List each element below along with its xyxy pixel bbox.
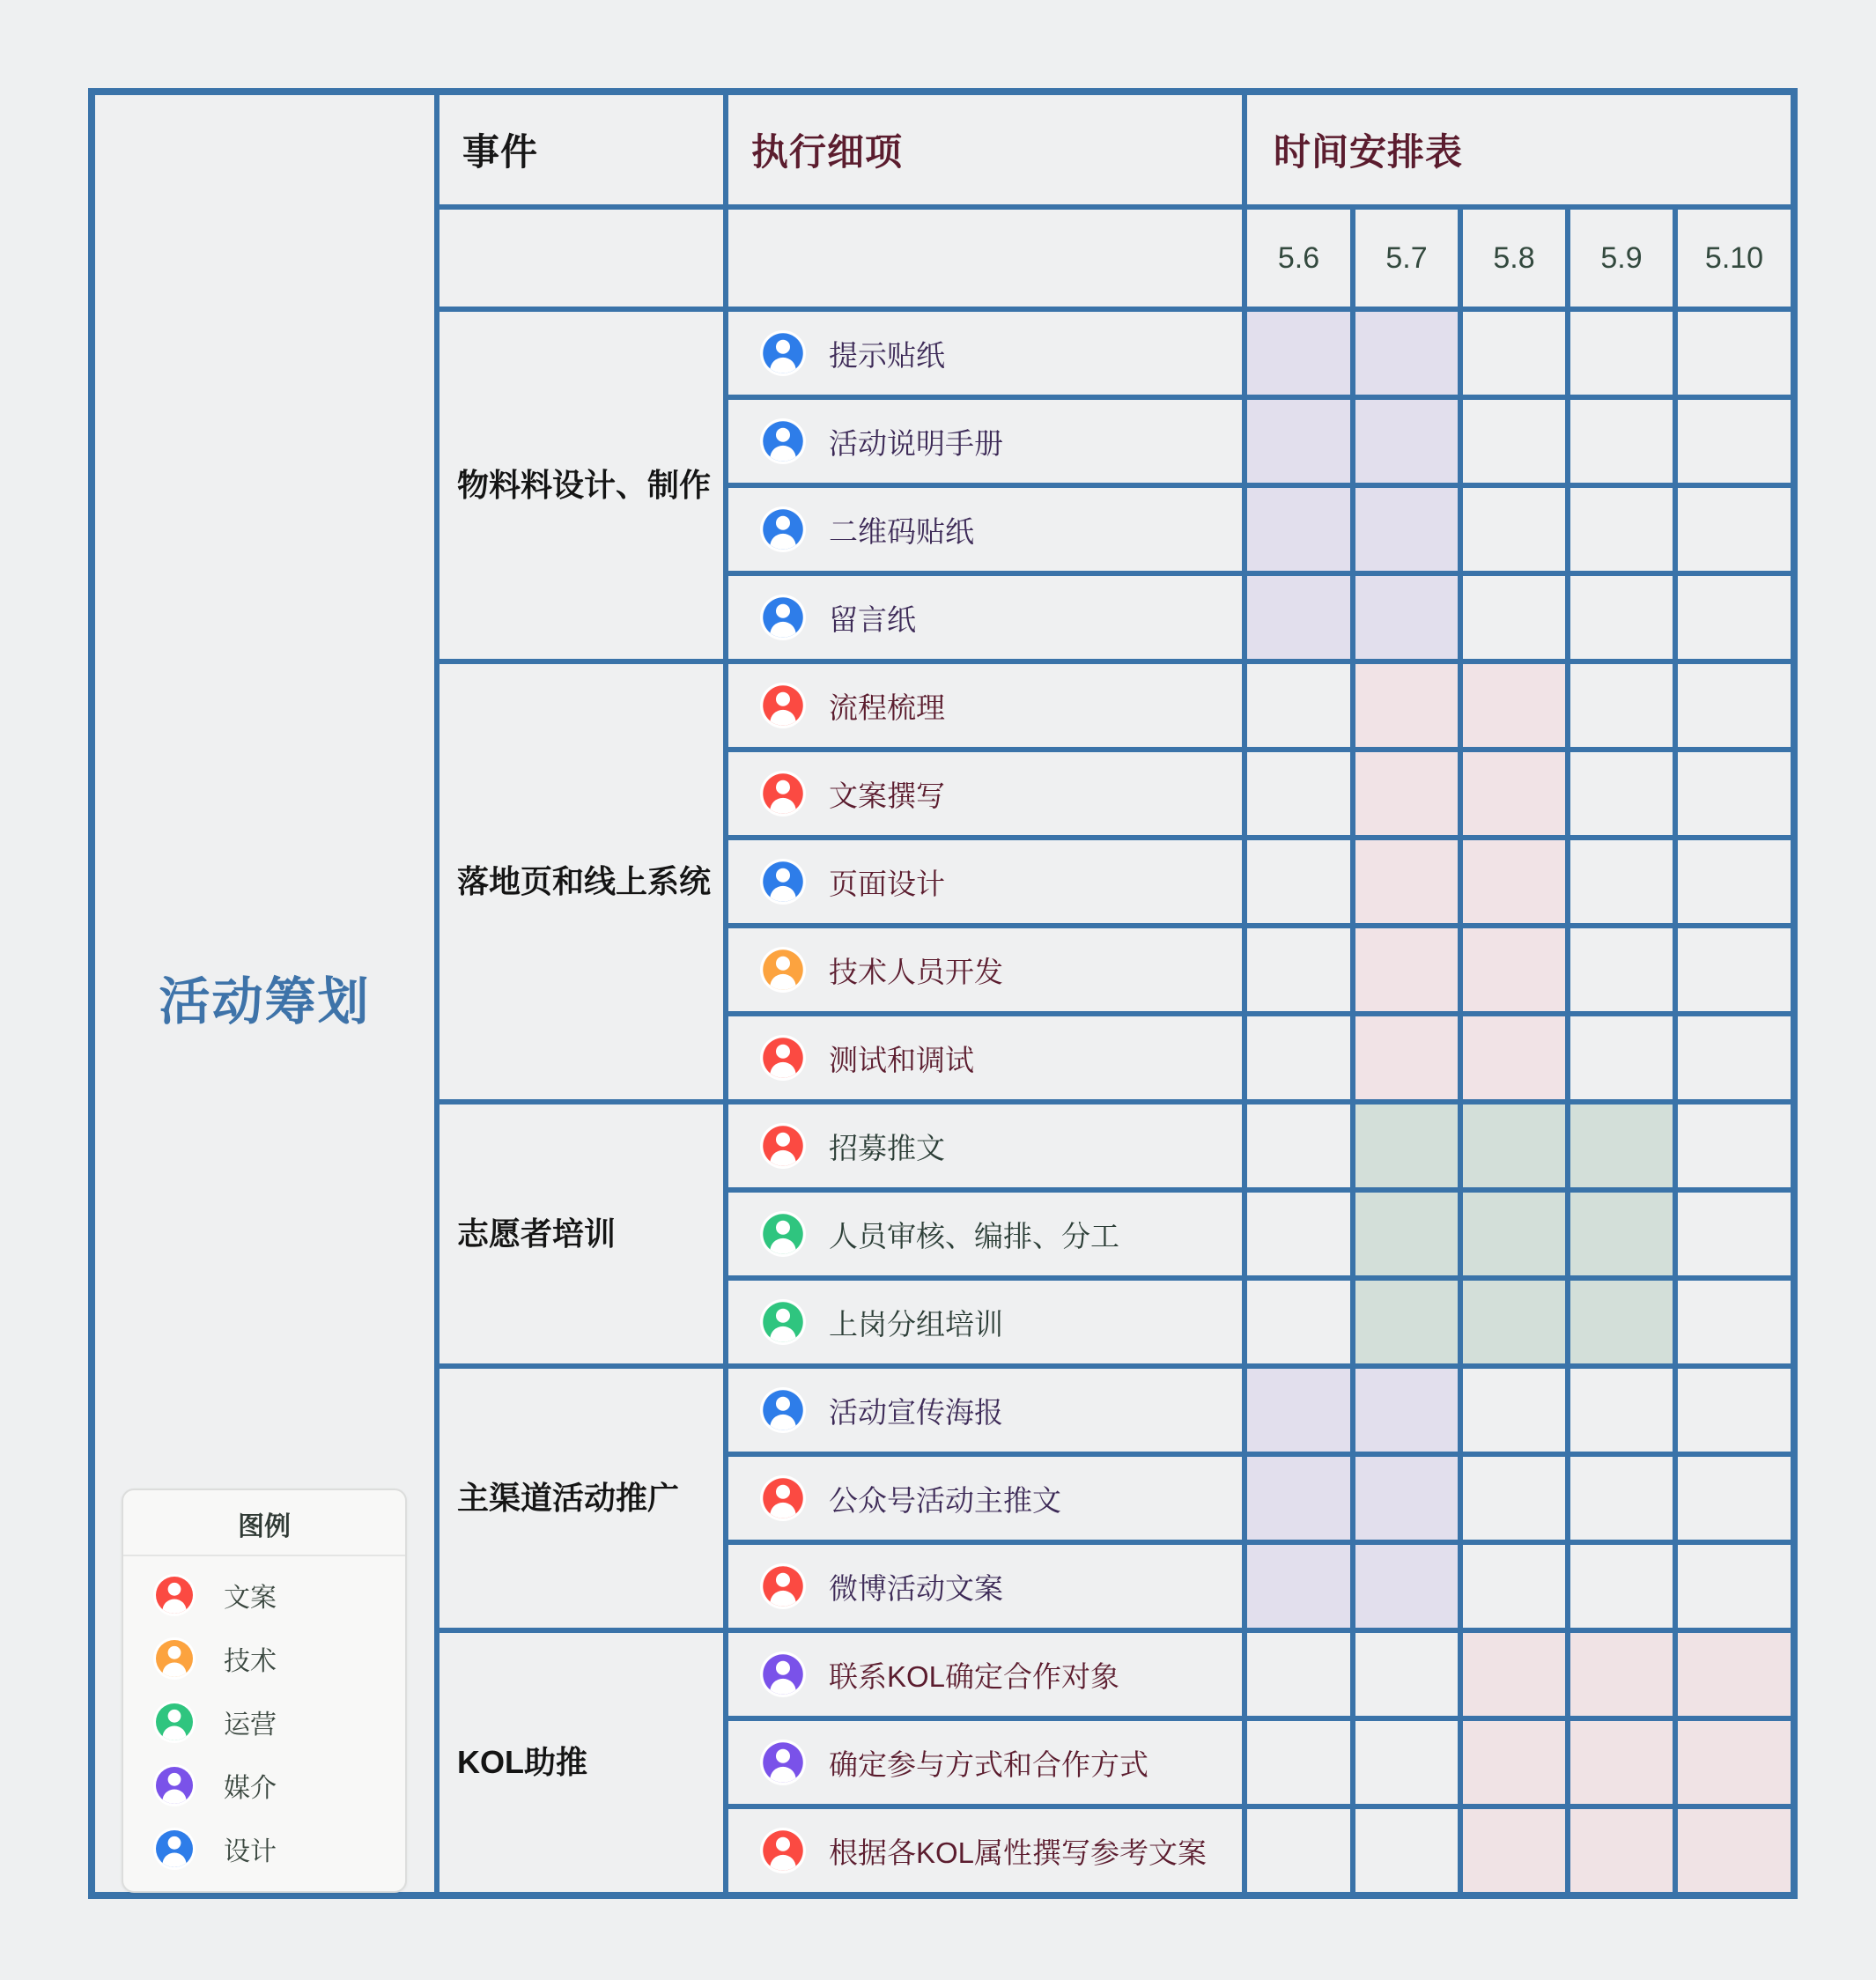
group-cell[interactable] — [439, 1369, 723, 1628]
schedule-cell-5-6[interactable] — [1247, 928, 1350, 1011]
task-cell[interactable] — [728, 1016, 1242, 1099]
schedule-cell-5-10[interactable] — [1678, 1545, 1791, 1628]
schedule-cell-5-7[interactable] — [1355, 400, 1458, 483]
person-icon — [760, 1563, 806, 1609]
schedule-cell-5-10[interactable] — [1678, 400, 1791, 483]
person-icon — [760, 418, 806, 464]
schedule-cell-5-6[interactable] — [1247, 1369, 1350, 1452]
person-icon — [153, 1574, 196, 1616]
person-icon — [760, 1740, 806, 1785]
schedule-header-label: 时间安排表 — [1274, 131, 1464, 173]
schedule-cell-5-7[interactable] — [1355, 928, 1458, 1011]
schedule-cell-5-7[interactable] — [1355, 1193, 1458, 1275]
task-label: 页面设计 — [829, 867, 945, 900]
legend-item-label: 文案 — [224, 1584, 277, 1613]
schedule-cell-5-9[interactable] — [1570, 312, 1673, 395]
schedule-cell-5-7[interactable] — [1355, 576, 1458, 659]
schedule-cell-5-9[interactable] — [1570, 400, 1673, 483]
task-cell[interactable] — [728, 840, 1242, 923]
schedule-header-cell[interactable] — [1247, 95, 1791, 204]
task-label: 留言纸 — [829, 602, 916, 636]
task-label: 测试和调试 — [829, 1043, 974, 1076]
person-icon — [153, 1701, 196, 1743]
person-icon — [153, 1764, 196, 1806]
task-label: 确定参与方式和合作方式 — [829, 1747, 1148, 1781]
legend-item — [153, 1637, 405, 1680]
task-cell[interactable] — [728, 1633, 1242, 1716]
schedule-cell-5-9[interactable] — [1570, 1545, 1673, 1628]
person-icon — [760, 1828, 806, 1873]
task-cell[interactable] — [728, 312, 1242, 395]
schedule-cell-5-9[interactable] — [1570, 664, 1673, 747]
schedule-cell-5-9[interactable] — [1570, 1193, 1673, 1275]
group-label: 物料料设计、制作 — [457, 466, 712, 503]
legend-item-label: 设计 — [224, 1837, 277, 1866]
detail-header-label: 执行细项 — [751, 131, 904, 173]
schedule-cell-5-7[interactable] — [1355, 664, 1458, 747]
schedule-cell-5-10[interactable] — [1678, 1809, 1791, 1892]
task-cell[interactable] — [728, 1369, 1242, 1452]
task-cell[interactable] — [728, 400, 1242, 483]
schedule-cell-5-10[interactable] — [1678, 1281, 1791, 1363]
schedule-cell-5-6[interactable] — [1247, 488, 1350, 571]
event-header-label: 事件 — [462, 131, 539, 173]
group-label: KOL助推 — [457, 1743, 587, 1780]
schedule-grid — [88, 88, 1798, 1899]
detail-spacer-cell — [728, 210, 1242, 307]
schedule-cell-5-9[interactable] — [1570, 1633, 1673, 1716]
person-icon — [760, 1123, 806, 1169]
legend-item — [153, 1574, 405, 1616]
task-label: 流程梳理 — [829, 691, 945, 724]
schedule-cell-5-6[interactable] — [1247, 312, 1350, 395]
schedule-cell-5-7[interactable] — [1355, 1369, 1458, 1452]
schedule-cell-5-6[interactable] — [1247, 1193, 1350, 1275]
person-icon — [760, 1475, 806, 1521]
legend-item — [153, 1764, 405, 1806]
detail-header-cell[interactable] — [728, 95, 1242, 204]
task-label: 活动说明手册 — [829, 426, 1003, 460]
schedule-cell-5-8[interactable] — [1463, 1281, 1565, 1363]
task-cell[interactable] — [728, 1545, 1242, 1628]
schedule-cell-5-8[interactable] — [1463, 400, 1565, 483]
schedule-cell-5-8[interactable] — [1463, 1545, 1565, 1628]
schedule-cell-5-9[interactable] — [1570, 576, 1673, 659]
schedule-cell-5-6[interactable] — [1247, 576, 1350, 659]
task-cell[interactable] — [728, 928, 1242, 1011]
schedule-cell-5-8[interactable] — [1463, 928, 1565, 1011]
task-label: 技术人员开发 — [829, 955, 1003, 988]
schedule-cell-5-7[interactable] — [1355, 1281, 1458, 1363]
schedule-cell-5-8[interactable] — [1463, 752, 1565, 835]
task-cell[interactable] — [728, 1809, 1242, 1892]
schedule-cell-5-6[interactable] — [1247, 1633, 1350, 1716]
schedule-cell-5-9[interactable] — [1570, 840, 1673, 923]
group-cell[interactable] — [439, 664, 723, 1099]
person-icon — [760, 1299, 806, 1345]
person-icon — [760, 506, 806, 552]
date-cell-5-7[interactable] — [1355, 210, 1458, 307]
schedule-cell-5-8[interactable] — [1463, 1105, 1565, 1187]
schedule-cell-5-7[interactable] — [1355, 1633, 1458, 1716]
task-cell[interactable] — [728, 1721, 1242, 1804]
schedule-cell-5-8[interactable] — [1463, 1193, 1565, 1275]
person-icon — [760, 1035, 806, 1081]
schedule-cell-5-6[interactable] — [1247, 1016, 1350, 1099]
schedule-cell-5-6[interactable] — [1247, 400, 1350, 483]
task-cell[interactable] — [728, 1281, 1242, 1363]
schedule-cell-5-8[interactable] — [1463, 840, 1565, 923]
schedule-cell-5-10[interactable] — [1678, 664, 1791, 747]
person-icon — [760, 330, 806, 376]
schedule-cell-5-9[interactable] — [1570, 928, 1673, 1011]
schedule-cell-5-10[interactable] — [1678, 840, 1791, 923]
group-label: 主渠道活动推广 — [457, 1479, 680, 1516]
schedule-cell-5-10[interactable] — [1678, 1105, 1791, 1187]
schedule-cell-5-9[interactable] — [1570, 1105, 1673, 1187]
group-cell[interactable] — [439, 1105, 723, 1363]
legend-title: 图例 — [123, 1490, 405, 1556]
schedule-cell-5-7[interactable] — [1355, 1457, 1458, 1540]
person-icon — [153, 1828, 196, 1870]
schedule-cell-5-10[interactable] — [1678, 488, 1791, 571]
group-cell[interactable] — [439, 1633, 723, 1892]
schedule-cell-5-8[interactable] — [1463, 312, 1565, 395]
task-label: 二维码贴纸 — [829, 514, 974, 548]
schedule-cell-5-6[interactable] — [1247, 664, 1350, 747]
schedule-cell-5-9[interactable] — [1570, 1016, 1673, 1099]
board-title[interactable]: 活动筹划 — [159, 973, 371, 1031]
schedule-cell-5-7[interactable] — [1355, 1016, 1458, 1099]
date-label: 5.8 — [1493, 240, 1535, 275]
schedule-cell-5-6[interactable] — [1247, 1281, 1350, 1363]
date-label: 5.9 — [1600, 240, 1643, 275]
schedule-cell-5-10[interactable] — [1678, 312, 1791, 395]
task-cell[interactable] — [728, 488, 1242, 571]
date-label: 5.10 — [1704, 240, 1764, 275]
schedule-cell-5-8[interactable] — [1463, 1721, 1565, 1804]
schedule-cell-5-8[interactable] — [1463, 1016, 1565, 1099]
schedule-cell-5-9[interactable] — [1570, 1369, 1673, 1452]
person-icon — [760, 1211, 806, 1257]
date-label: 5.6 — [1277, 240, 1320, 275]
schedule-cell-5-10[interactable] — [1678, 752, 1791, 835]
date-label: 5.7 — [1385, 240, 1428, 275]
task-cell[interactable] — [728, 1105, 1242, 1187]
task-cell[interactable] — [728, 752, 1242, 835]
schedule-cell-5-10[interactable] — [1678, 1369, 1791, 1452]
legend-items — [123, 1556, 405, 1891]
schedule-cell-5-7[interactable] — [1355, 1809, 1458, 1892]
person-icon — [760, 859, 806, 905]
schedule-cell-5-10[interactable] — [1678, 1016, 1791, 1099]
schedule-cell-5-7[interactable] — [1355, 840, 1458, 923]
task-label: 活动宣传海报 — [829, 1395, 1003, 1429]
schedule-cell-5-9[interactable] — [1570, 1457, 1673, 1540]
person-icon — [760, 1651, 806, 1697]
schedule-cell-5-8[interactable] — [1463, 1457, 1565, 1540]
schedule-cell-5-6[interactable] — [1247, 1457, 1350, 1540]
schedule-cell-5-8[interactable] — [1463, 1369, 1565, 1452]
task-cell[interactable] — [728, 1193, 1242, 1275]
task-label: 提示贴纸 — [829, 338, 945, 372]
schedule-cell-5-8[interactable] — [1463, 1809, 1565, 1892]
schedule-cell-5-7[interactable] — [1355, 1545, 1458, 1628]
schedule-cell-5-10[interactable] — [1678, 1193, 1791, 1275]
date-cell-5-6[interactable] — [1247, 210, 1350, 307]
group-cell[interactable] — [439, 312, 723, 659]
event-spacer-cell — [439, 210, 723, 307]
task-cell[interactable] — [728, 1457, 1242, 1540]
task-label: 人员审核、编排、分工 — [829, 1219, 1119, 1252]
task-label: 招募推文 — [829, 1131, 945, 1164]
schedule-cell-5-7[interactable] — [1355, 1105, 1458, 1187]
schedule-cell-5-10[interactable] — [1678, 1457, 1791, 1540]
task-cell[interactable] — [728, 576, 1242, 659]
legend-item — [153, 1701, 405, 1743]
schedule-cell-5-8[interactable] — [1463, 576, 1565, 659]
schedule-cell-5-10[interactable] — [1678, 928, 1791, 1011]
task-label: 公众号活动主推文 — [829, 1483, 1061, 1517]
schedule-cell-5-6[interactable] — [1247, 1545, 1350, 1628]
person-icon — [760, 771, 806, 816]
person-icon — [760, 595, 806, 640]
person-icon — [760, 947, 806, 993]
schedule-cell-5-7[interactable] — [1355, 488, 1458, 571]
schedule-cell-5-9[interactable] — [1570, 752, 1673, 835]
task-label: 上岗分组培训 — [829, 1307, 1003, 1341]
board-title-cell — [95, 95, 434, 1892]
legend — [122, 1489, 407, 1893]
schedule-cell-5-9[interactable] — [1570, 488, 1673, 571]
person-icon — [760, 1387, 806, 1433]
schedule-cell-5-7[interactable] — [1355, 1721, 1458, 1804]
schedule-cell-5-6[interactable] — [1247, 1721, 1350, 1804]
schedule-cell-5-6[interactable] — [1247, 840, 1350, 923]
schedule-cell-5-10[interactable] — [1678, 1721, 1791, 1804]
group-label: 志愿者培训 — [457, 1215, 617, 1252]
event-header-cell[interactable] — [439, 95, 723, 204]
person-icon — [760, 683, 806, 728]
schedule-cell-5-9[interactable] — [1570, 1281, 1673, 1363]
task-label: 文案撰写 — [829, 779, 945, 812]
legend-item-label: 媒介 — [224, 1774, 277, 1803]
schedule-cell-5-10[interactable] — [1678, 1633, 1791, 1716]
legend-item-label: 运营 — [224, 1710, 277, 1740]
date-cell-5-8[interactable] — [1463, 210, 1565, 307]
schedule-cell-5-7[interactable] — [1355, 312, 1458, 395]
task-label: 根据各KOL属性撰写参考文案 — [829, 1836, 1208, 1869]
schedule-cell-5-10[interactable] — [1678, 576, 1791, 659]
task-label: 联系KOL确定合作对象 — [829, 1659, 1120, 1693]
schedule-cell-5-7[interactable] — [1355, 752, 1458, 835]
person-icon — [153, 1637, 196, 1680]
schedule-cell-5-8[interactable] — [1463, 488, 1565, 571]
date-cell-5-10[interactable] — [1678, 210, 1791, 307]
task-cell[interactable] — [728, 664, 1242, 747]
schedule-cell-5-6[interactable] — [1247, 752, 1350, 835]
group-label: 落地页和线上系统 — [457, 862, 712, 899]
schedule-cell-5-6[interactable] — [1247, 1105, 1350, 1187]
schedule-cell-5-9[interactable] — [1570, 1721, 1673, 1804]
schedule-cell-5-9[interactable] — [1570, 1809, 1673, 1892]
task-label: 微博活动文案 — [829, 1571, 1003, 1605]
schedule-cell-5-8[interactable] — [1463, 1633, 1565, 1716]
schedule-cell-5-8[interactable] — [1463, 664, 1565, 747]
legend-item-label: 技术 — [224, 1647, 277, 1676]
date-cell-5-9[interactable] — [1570, 210, 1673, 307]
schedule-cell-5-6[interactable] — [1247, 1809, 1350, 1892]
legend-item — [153, 1828, 405, 1870]
